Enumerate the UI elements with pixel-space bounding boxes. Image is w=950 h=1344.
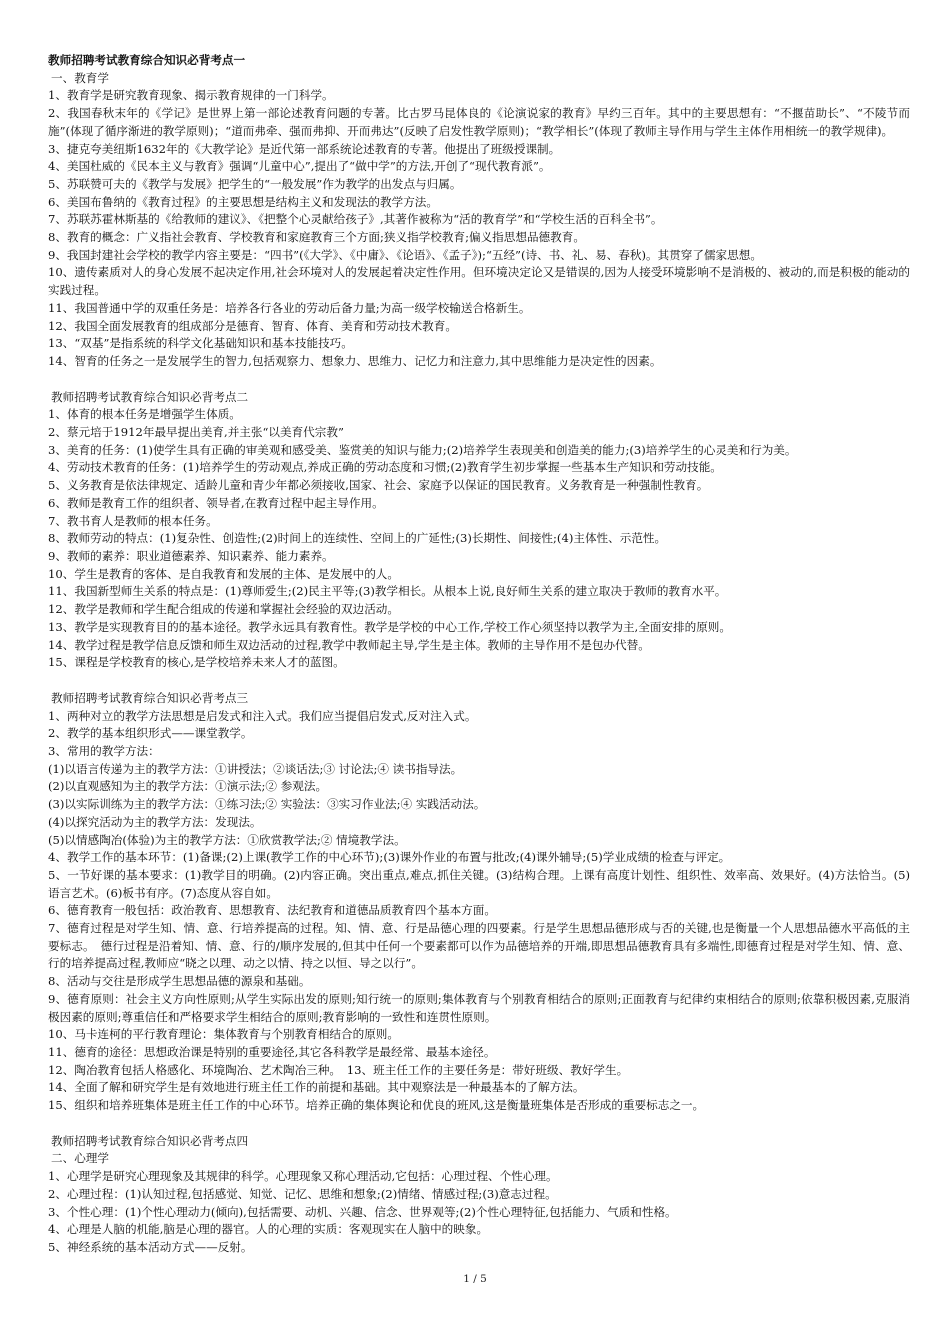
list-item: 8、教育的概念：广义指社会教育、学校教育和家庭教育三个方面;狭义指学校教育;偏义指思想品德教育。	[48, 230, 585, 245]
list-item: 3、常用的教学方法：	[48, 744, 160, 759]
list-item: 15、组织和培养班集体是班主任工作的中心环节。培养正确的集体舆论和优良的班风,这是衡量班集体是否形成的重要标志之一。	[48, 1098, 705, 1113]
list-item: 8、教师劳动的特点：(1)复杂性、创造性;(2)时间上的连续性、空间上的广延性;(3)长期性、间接性;(4)主体性、示范性。	[48, 531, 667, 546]
section-heading: 教师招聘考试教育综合知识必背考点三	[51, 690, 249, 705]
list-item: (5)以情感陶冶(体验)为主的教学方法：①欣赏教学法;② 情境教学法。	[48, 832, 406, 847]
list-item: 3、美育的任务：(1)使学生具有正确的审美观和感受美、鉴赏美的知识与能力;(2)培养学生表现美和创造美的能力;(3)培养学生的心灵美和行为美。	[48, 442, 797, 457]
list-item: 2、我国春秋末年的《学记》是世界上第一部论述教育问题的专著。比古罗马昆体良的《论演说家的教育》早约三百年。其中的主要思想有：“不揠苗助长”、“不陵节而施”(体现了循序渐进的教学原则)；“道而弗牵、强而弗抑、开而弗达”(反映了启发性教学原则)；“教学相长”(体现了教师主导作用与学生主体作用相统一的教学规律)。	[48, 106, 910, 138]
list-item: (2)以直观感知为主的教学方法：①演示法;② 参观法。	[48, 779, 328, 794]
list-item: 13、“双基”是指系统的科学文化基础知识和基本技能技巧。	[48, 336, 353, 351]
list-item: 1、教育学是研究教育现象、揭示教育规律的一门科学。	[48, 88, 334, 103]
list-item: 5、苏联赞可夫的《教学与发展》把学生的“一般发展”作为教学的出发点与归属。	[48, 176, 462, 191]
list-item: 10、学生是教育的客体、是自我教育和发展的主体、是发展中的人。	[48, 566, 399, 581]
list-item: 14、教学过程是教学信息反馈和师生双边活动的过程,教学中教师起主导,学生是主体。教师的主导作用不是包办代替。	[48, 637, 650, 652]
list-item: 4、美国杜威的《民本主义与教育》强调“儿童中心”,提出了“做中学”的方法,开创了“现代教育派”。	[48, 159, 551, 174]
list-item: 1、体育的根本任务是增强学生体质。	[48, 407, 241, 422]
list-item: 7、苏联苏霍林斯基的《给教师的建议》、《把整个心灵献给孩子》,其著作被称为“活的教育学”和“学校生活的百科全书”。	[48, 212, 663, 227]
list-item: 13、教学是实现教育目的的基本途径。教学永远具有教育性。教学是学校的中心工作,学校工作心须坚持以教学为主,全面安排的原则。	[48, 619, 731, 634]
list-item: 1、两种对立的教学方法思想是启发式和注入式。我们应当提倡启发式,反对注入式。	[48, 708, 477, 723]
section-heading: 一、教育学	[51, 70, 109, 85]
document-body	[48, 52, 910, 1257]
list-item: 7、德育过程是对学生知、情、意、行培养提高的过程。知、情、意、行是品德心理的四要素。行是学生思想品德形成与否的关键,也是衡量一个人思想品德水平高低的主要标志。 德行过程是沿着知、情、意、行的/顺序发展的,但其中任何一个要素都可以作为品德培养的开端,即思想品德教育具有多端性,即德育过程是对学生知、情、意、行的培养提高过程,教师应“晓之以理、动之以情、持之以恒、导之以行”。	[48, 921, 910, 971]
list-item: 6、美国布鲁纳的《教育过程》的主要思想是结构主义和发现法的教学方法。	[48, 194, 438, 209]
list-item: (3)以实际训练为主的教学方法：①练习法;② 实验法：③实习作业法;④ 实践活动法。	[48, 797, 486, 812]
list-item: 14、全面了解和研究学生是有效地进行班主任工作的前提和基础。其中观察法是一种最基本的了解方法。	[48, 1080, 585, 1095]
list-item: 6、德育教育一般包括：政治教育、思想教育、法纪教育和道德品质教育四个基本方面。	[48, 903, 496, 918]
section-heading: 教师招聘考试教育综合知识必背考点四	[51, 1133, 249, 1148]
list-item: 2、蔡元培于1912年最早提出美育,并主张“以美育代宗教”	[48, 425, 344, 440]
list-item: (4)以探究活动为主的教学方法：发现法。	[48, 814, 262, 829]
section-heading: 教师招聘考试教育综合知识必背考点二	[51, 389, 249, 404]
list-item: 11、我国新型师生关系的特点是：(1)尊师爱生;(2)民主平等;(3)教学相长。从根本上说,良好师生关系的建立取决于教师的教育水平。	[48, 584, 727, 599]
list-item: 4、劳动技术教育的任务：(1)培养学生的劳动观点,养成正确的劳动态度和习惯;(2)教育学生初步掌握一些基本生产知识和劳动技能。	[48, 460, 722, 475]
page-number: 1 / 5	[463, 1273, 487, 1285]
section-4-items	[48, 1168, 910, 1257]
list-item: 11、德育的途径：思想政治课是特别的重要途径,其它各科教学是最经常、最基本途径。	[48, 1044, 496, 1059]
list-item: 5、神经系统的基本活动方式——反射。	[48, 1240, 253, 1254]
list-item: 12、我国全面发展教育的组成部分是德育、智育、体育、美育和劳动技术教育。	[48, 318, 457, 333]
list-item: 14、智育的任务之一是发展学生的智力,包括观察力、想象力、思维力、记忆力和注意力,其中思维能力是决定性的因素。	[48, 353, 662, 368]
list-item: 2、教学的基本组织形式——课堂教学。	[48, 726, 253, 741]
list-item: 9、德育原则：社会主义方向性原则;从学生实际出发的原则;知行统一的原则;集体教育与个别教育相结合的原则;正面教育与纪律约束相结合的原则;依靠积极因素,克服消极因素的原则;尊重信任和严格要求学生相结合的原则;教育影响的一致性和连贯性原则。	[48, 991, 910, 1024]
list-item: 5、一节好课的基本要求：(1)教学目的明确。(2)内容正确。突出重点,难点,抓住关键。(3)结构合理。上课有高度计划性、组织性、效率高、效果好。(4)方法恰当。(5)语言艺术。(6)板书有序。(7)态度从容自如。	[48, 867, 910, 900]
list-item: 6、教师是教育工作的组织者、领导者,在教育过程中起主导作用。	[48, 495, 384, 510]
list-item: 9、教师的素养：职业道德素养、知识素养、能力素养。	[48, 548, 334, 563]
list-item: 10、马卡连柯的平行教育理论：集体教育与个别教育相结合的原则。	[48, 1027, 399, 1042]
document-title: 教师招聘考试教育综合知识必背考点一	[48, 53, 246, 67]
section-subheading: 二、心理学	[51, 1151, 109, 1166]
list-item: 3、个性心理：(1)个性心理动力(倾向),包括需要、动机、兴趣、信念、世界观等;(2)个性心理特征,包括能力、气质和性格。	[48, 1204, 677, 1219]
list-item: 1、心理学是研究心理现象及其规律的科学。心理现象又称心理活动,它包括：心理过程、个性心理。	[48, 1169, 558, 1184]
list-item: 12、教学是教师和学生配合组成的传递和掌握社会经验的双边活动。	[48, 602, 399, 617]
list-item: 9、我国封建社会学校的教学内容主要是：“四书”(《大学》、《中庸》、《论语》、《孟子》);“五经”(诗、书、礼、易、春秋)。其贯穿了儒家思想。	[48, 247, 762, 262]
list-item: 4、教学工作的基本环节：(1)备课;(2)上课(教学工作的中心环节);(3)课外作业的布置与批改;(4)课外辅导;(5)学业成绩的检查与评定。	[48, 850, 731, 865]
list-item: 11、我国普通中学的双重任务是：培养各行各业的劳动后备力量;为高一级学校输送合格新生。	[48, 300, 531, 315]
list-item: 4、心理是人脑的机能,脑是心理的器官。人的心理的实质：客观现实在人脑中的映象。	[48, 1222, 489, 1237]
list-item: 2、心理过程：(1)认知过程,包括感觉、知觉、记忆、思维和想象;(2)情绪、情感过程;(3)意志过程。	[48, 1186, 557, 1201]
list-item: 3、捷克夸美纽斯1632年的《大教学论》是近代第一部系统论述教育的专著。他提出了班级授课制。	[48, 141, 561, 156]
section-1-items	[48, 87, 910, 370]
list-item: 10、遗传素质对人的身心发展不起决定作用,社会环境对人的发展起着决定性作用。但环境决定论又是错误的,因为人接受环境影响不是消极的、被动的,而是积极的能动的实践过程。	[48, 265, 910, 298]
list-item: 5、义务教育是依法律规定、适龄儿童和青少年都必须接收,国家、社会、家庭予以保证的国民教育。义务教育是一种强制性教育。	[48, 478, 709, 493]
list-item: 12、陶冶教育包括人格感化、环境陶冶、艺术陶冶三种。 13、班主任工作的主要任务是：带好班级、教好学生。	[48, 1062, 629, 1077]
list-item: (1)以语言传递为主的教学方法：①讲授法；②谈话法;③ 讨论法;④ 读书指导法。	[48, 761, 463, 776]
section-3-items	[48, 708, 910, 1115]
list-item: 8、活动与交往是形成学生思想品德的源泉和基础。	[48, 974, 311, 989]
list-item: 7、教书育人是教师的根本任务。	[48, 513, 218, 528]
section-2-items	[48, 406, 910, 672]
list-item: 15、课程是学校教育的核心,是学校培养未来人才的蓝图。	[48, 655, 345, 670]
